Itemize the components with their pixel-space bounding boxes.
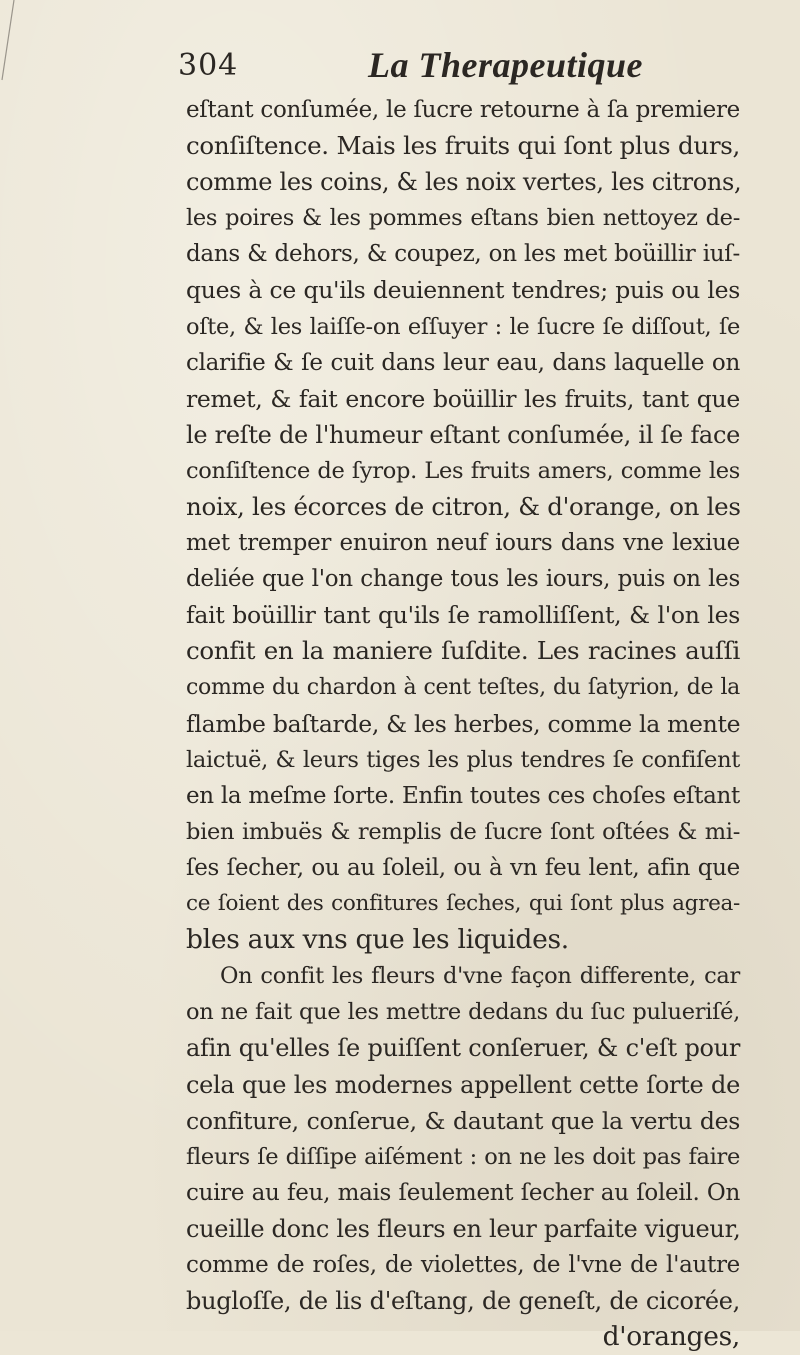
text-line: eſtant conſumée, le ſucre retourne à ſa premiere (186, 97, 740, 123)
text-line: remet, & fait encore boüillir les fruits, tant que (186, 384, 740, 413)
text-line: dans & dehors, & coupez, on les met boüillir iuſ- (186, 241, 740, 268)
text-line: comme du chardon à cent teſtes, du ſatyrion, de la (186, 674, 740, 700)
page-header (178, 45, 738, 92)
text-line: cueille donc les fleurs en leur parfaite vigueur, (186, 1214, 741, 1243)
text-line: le reſte de l'humeur eſtant conſumée, il ſe face (186, 420, 740, 449)
text-line: bien imbuës & remplis de ſucre ſont oſtées & mi- (186, 818, 740, 845)
text-line: ques à ce qu'ils deuiennent tendres; puis ou les (186, 276, 740, 305)
catchword: d'oranges, (602, 1321, 740, 1353)
text-line: en la meſme ſorte. Enfin toutes ces choſes eſtant (186, 782, 740, 809)
text-line: ce ſoient des confitures ſeches, qui ſont plus agrea- (186, 891, 740, 917)
text-line: fleurs ſe diſſipe aiſément : on ne les doit pas faire (186, 1143, 740, 1170)
torn-corner-mark (0, 0, 40, 80)
text-line: conſiſtence de ſyrop. Les fruits amers, comme les (186, 457, 740, 484)
text-line: comme les coins, & les noix vertes, les citrons, (186, 168, 742, 197)
text-line: ſes ſecher, ou au ſoleil, ou à vn feu lent, afin que (186, 854, 740, 881)
text-line: les poires & les pommes eſtans bien nettoyez de- (186, 205, 740, 232)
text-line: cela que les modernes appellent cette ſorte de (186, 1070, 740, 1099)
text-line: noix, les écorces de citron, & d'orange, on les (186, 492, 741, 522)
text-line: conſiſtence. Mais les fruits qui ſont plus durs, (186, 131, 740, 161)
text-line: comme de roſes, de violettes, de l'vne de l'autre (186, 1252, 740, 1278)
text-line: bles aux vns que les liquides. (186, 924, 569, 956)
text-line: met tremper enuiron neuf iours dans vne lexiue (186, 530, 740, 557)
text-line: flambe baſtarde, & les herbes, comme la mente (186, 709, 741, 738)
text-line: cuire au feu, mais ſeulement ſecher au ſoleil. On (186, 1179, 740, 1206)
text-line: oſte, & les laiſſe-on eſſuyer : le ſucre ſe diſſout, ſe (186, 313, 740, 340)
paragraph-start-line: On confit les fleurs d'vne façon differente, car (220, 963, 740, 990)
page-number: 304 (178, 48, 239, 83)
text-line: on ne fait que les mettre dedans du ſuc pulueriſé, (186, 999, 740, 1026)
text-line: confit en la maniere ſuſdite. Les racines auſſi (186, 636, 740, 666)
text-line: afin qu'elles ſe puiſſent conſeruer, & c'eſt pour (186, 1034, 740, 1063)
text-line: fait boüillir tant qu'ils ſe ramolliſſent, & l'on les (186, 601, 740, 630)
text-line: clarifie & ſe cuit dans leur eau, dans laquelle on (186, 349, 740, 376)
running-title: La Therapeutique (368, 45, 643, 85)
text-line: deliée que l'on change tous les iours, puis on les (186, 566, 740, 593)
body-text (186, 92, 740, 1355)
text-line: confiture, conſerue, & dautant que la vertu des (186, 1106, 740, 1135)
text-line: laictuë, & leurs tiges les plus tendres ſe confiſent (186, 746, 740, 773)
text-line: bugloſſe, de lis d'eſtang, de geneſt, de cicorée, (186, 1287, 740, 1316)
